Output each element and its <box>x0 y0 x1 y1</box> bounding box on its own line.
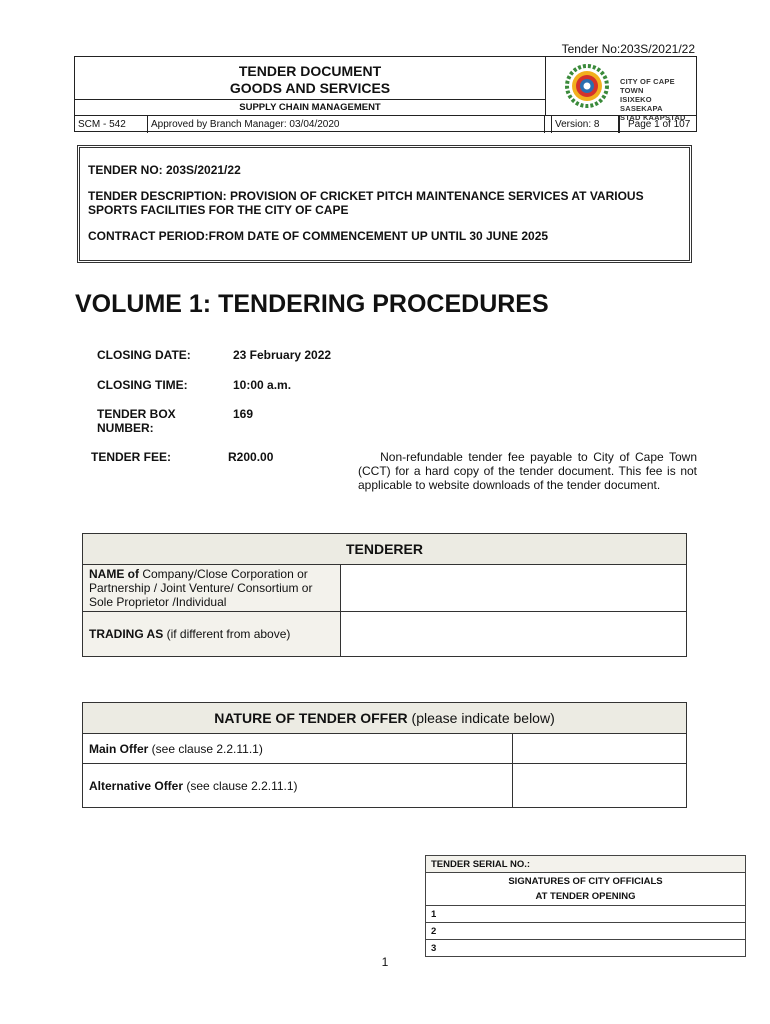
version-info: Version: 8 <box>551 116 619 133</box>
tender-box-value: 169 <box>233 407 254 421</box>
signature-row-3[interactable]: 3 <box>426 940 746 957</box>
signature-row-1[interactable]: 1 <box>426 906 746 923</box>
main-offer-label-bold: Main Offer <box>89 741 149 756</box>
volume-title: VOLUME 1: TENDERING PROCEDURES <box>75 290 549 318</box>
alternative-offer-label-bold: Alternative Offer <box>89 778 184 793</box>
tender-box-label <box>97 407 176 435</box>
offer-heading-rest: (please indicate below) <box>407 710 555 726</box>
company-name-label <box>83 565 341 612</box>
approval-info: Approved by Branch Manager: 03/04/2020 <box>148 116 545 133</box>
company-name-label-rest: Company/Close Corporation or Partnership / Joint Venture/ Consortium or Sole Proprietor /Individual <box>89 567 313 609</box>
company-name-label-bold: NAME of <box>89 567 139 581</box>
header-title-area <box>75 57 546 115</box>
main-offer-label-rest: (see clause 2.2.11.1) <box>148 741 263 756</box>
city-emblem-icon <box>565 63 615 109</box>
company-name-field[interactable] <box>341 565 687 612</box>
tender-fee-value: R200.00 <box>228 450 274 464</box>
alternative-offer-field[interactable] <box>513 764 687 808</box>
tender-box-label-line2: NUMBER: <box>97 421 154 435</box>
page-count: Page 1 of 107 <box>619 116 698 133</box>
tender-number: TENDER NO: 203S/2021/22 <box>88 163 241 177</box>
header-subtitle: SUPPLY CHAIN MANAGEMENT <box>75 99 545 116</box>
signatures-heading-line1: SIGNATURES OF CITY OFFICIALS <box>508 876 663 887</box>
tender-box-label-line1: TENDER BOX <box>97 407 176 421</box>
contract-period: CONTRACT PERIOD:FROM DATE OF COMMENCEMENT UP UNTIL 30 JUNE 2025 <box>88 229 549 243</box>
logo-line-3: STAD KAAPSTAD <box>620 113 686 122</box>
tender-fee-note-text: Non-refundable tender fee payable to City of Cape Town (CCT) for a hard copy of the tender document. This fee is not applicable to website downloads of the tender document. <box>358 450 697 492</box>
signature-row-2[interactable]: 2 <box>426 923 746 940</box>
tenderer-table <box>82 533 687 657</box>
main-offer-field[interactable] <box>513 734 687 764</box>
logo-line-1: CITY OF CAPE TOWN <box>620 77 675 95</box>
signatures-heading <box>426 873 746 906</box>
doc-code: SCM - 542 <box>75 116 148 133</box>
tender-serial-table <box>425 855 746 957</box>
tender-fee-label: TENDER FEE: <box>91 450 172 464</box>
closing-time-value: 10:00 a.m. <box>233 378 292 392</box>
tender-reference: Tender No:203S/2021/22 <box>561 42 695 56</box>
trading-as-label-rest: (if different from above) <box>163 627 291 641</box>
alternative-offer-label <box>83 764 513 808</box>
trading-as-field[interactable] <box>341 612 687 657</box>
main-offer-label <box>83 734 513 764</box>
header-title-line2: GOODS AND SERVICES <box>229 80 391 96</box>
closing-time-label: CLOSING TIME: <box>97 378 188 392</box>
header-title-line1: TENDER DOCUMENT <box>238 63 382 79</box>
tender-fee-note <box>358 450 697 492</box>
city-logo <box>565 63 695 122</box>
tender-serial-label: TENDER SERIAL NO.: <box>426 856 746 873</box>
tenderer-heading: TENDERER <box>83 534 687 565</box>
document-header <box>74 56 697 132</box>
tender-offer-table <box>82 702 687 808</box>
signatures-heading-line2: AT TENDER OPENING <box>535 891 636 902</box>
logo-line-2: ISIXEKO SASEKAPA <box>620 95 663 113</box>
header-meta-row <box>75 115 696 133</box>
header-title <box>75 63 545 97</box>
closing-date-value: 23 February 2022 <box>233 348 332 362</box>
offer-heading-bold: NATURE OF TENDER OFFER <box>214 710 408 726</box>
page-number: 1 <box>381 955 389 969</box>
tender-description: TENDER DESCRIPTION: PROVISION OF CRICKET PITCH MAINTENANCE SERVICES AT VARIOUS SPORTS FACILITIES FOR THE CITY OF CAPE <box>88 189 644 217</box>
trading-as-label <box>83 612 341 657</box>
closing-date-label: CLOSING DATE: <box>97 348 191 362</box>
trading-as-label-bold: TRADING AS <box>89 627 164 641</box>
tender-info-box <box>77 145 692 263</box>
alternative-offer-label-rest: (see clause 2.2.11.1) <box>183 778 298 793</box>
offer-heading <box>83 703 687 734</box>
